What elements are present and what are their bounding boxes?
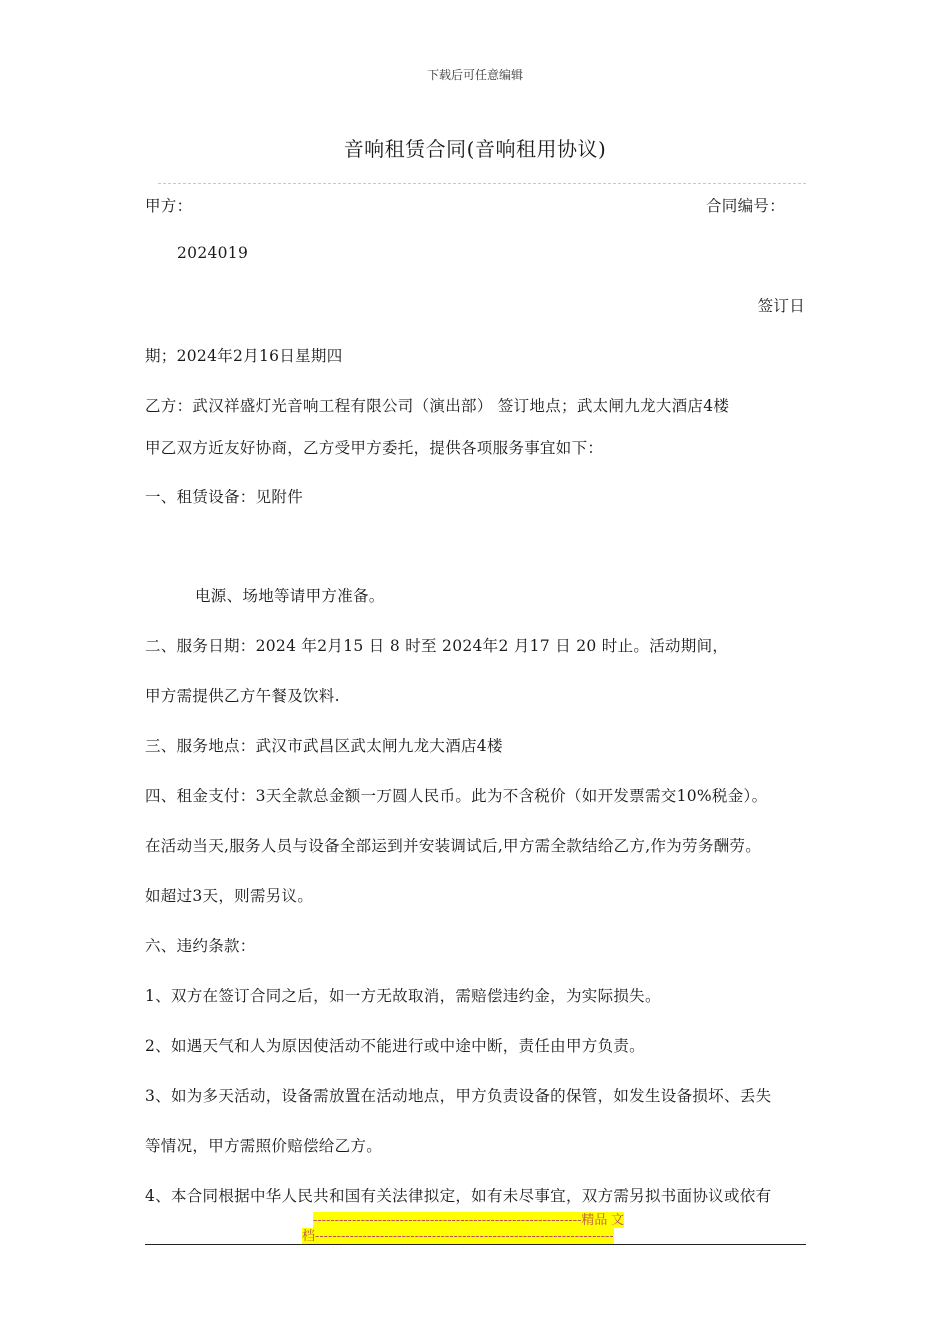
section-2-line-1: 二、服务日期：2024 年2月15 日 8 时至 2024年2 月17 日 20 时止。活动期间， [145, 637, 729, 655]
sign-date-label: 签订日 [757, 297, 805, 315]
contract-number-label: 合同编号： [706, 197, 786, 215]
section-4-line-2: 在活动当天,服务人员与设备全部运到并安装调试后,甲方需全款结给乙方,作为劳务酬劳。 [145, 837, 762, 855]
clause-3-line-2: 等情况，甲方需照价赔偿给乙方。 [145, 1137, 383, 1155]
section-2-line-2: 甲方需提供乙方午餐及饮料. [145, 687, 340, 705]
intro-paragraph: 甲乙双方近友好协商，乙方受甲方委托，提供各项服务事宜如下： [145, 439, 604, 457]
footer-rule [145, 1244, 806, 1245]
clause-4-line-1: 4、本合同根据中华人民共和国有关法律拟定，如有未尽事宜，双方需另拟书面协议或依有 [145, 1187, 772, 1205]
clause-2: 2、如遇天气和人为原因使活动不能进行或中途中断，责任由甲方负责。 [145, 1037, 645, 1055]
section-4-line-3: 如超过3天，则需另议。 [145, 887, 314, 905]
footer-watermark-line-1: --------------------------------------------------------------精品 文 [313, 1212, 625, 1227]
sign-date-line: 期；2024年2月16日星期四 [145, 347, 343, 365]
party-a-label: 甲方： [145, 197, 193, 215]
contract-number: 2024019 [177, 244, 249, 262]
section-1-equipment: 一、租赁设备：见附件 [145, 488, 304, 506]
document-title: 音响租赁合同(音响租用协议) [343, 137, 607, 161]
section-3-location: 三、服务地点：武汉市武昌区武太闸九龙大酒店4楼 [145, 737, 503, 755]
dashed-divider [158, 183, 806, 184]
header-note: 下载后可任意编辑 [426, 68, 523, 82]
clause-1: 1、双方在签订合同之后，如一方无故取消，需赔偿违约金，为实际损失。 [145, 987, 661, 1005]
clause-3-line-1: 3、如为多天活动，设备需放置在活动地点，甲方负责设备的保管，如发生设备损坏、丢失 [145, 1087, 772, 1105]
party-b-line: 乙方：武汉祥盛灯光音响工程有限公司（演出部） 签订地点；武太闸九龙大酒店4楼 [145, 397, 730, 415]
footer-watermark-line-2: 档--------------------------------------------------------------------- [302, 1228, 614, 1243]
section-6-heading: 六、违约条款： [145, 937, 256, 955]
section-1-note: 电源、场地等请甲方准备。 [195, 587, 385, 605]
section-4-line-1: 四、租金支付：3天全款总金额一万圆人民币。此为不含税价（如开发票需交10%税金）。 [145, 787, 768, 805]
